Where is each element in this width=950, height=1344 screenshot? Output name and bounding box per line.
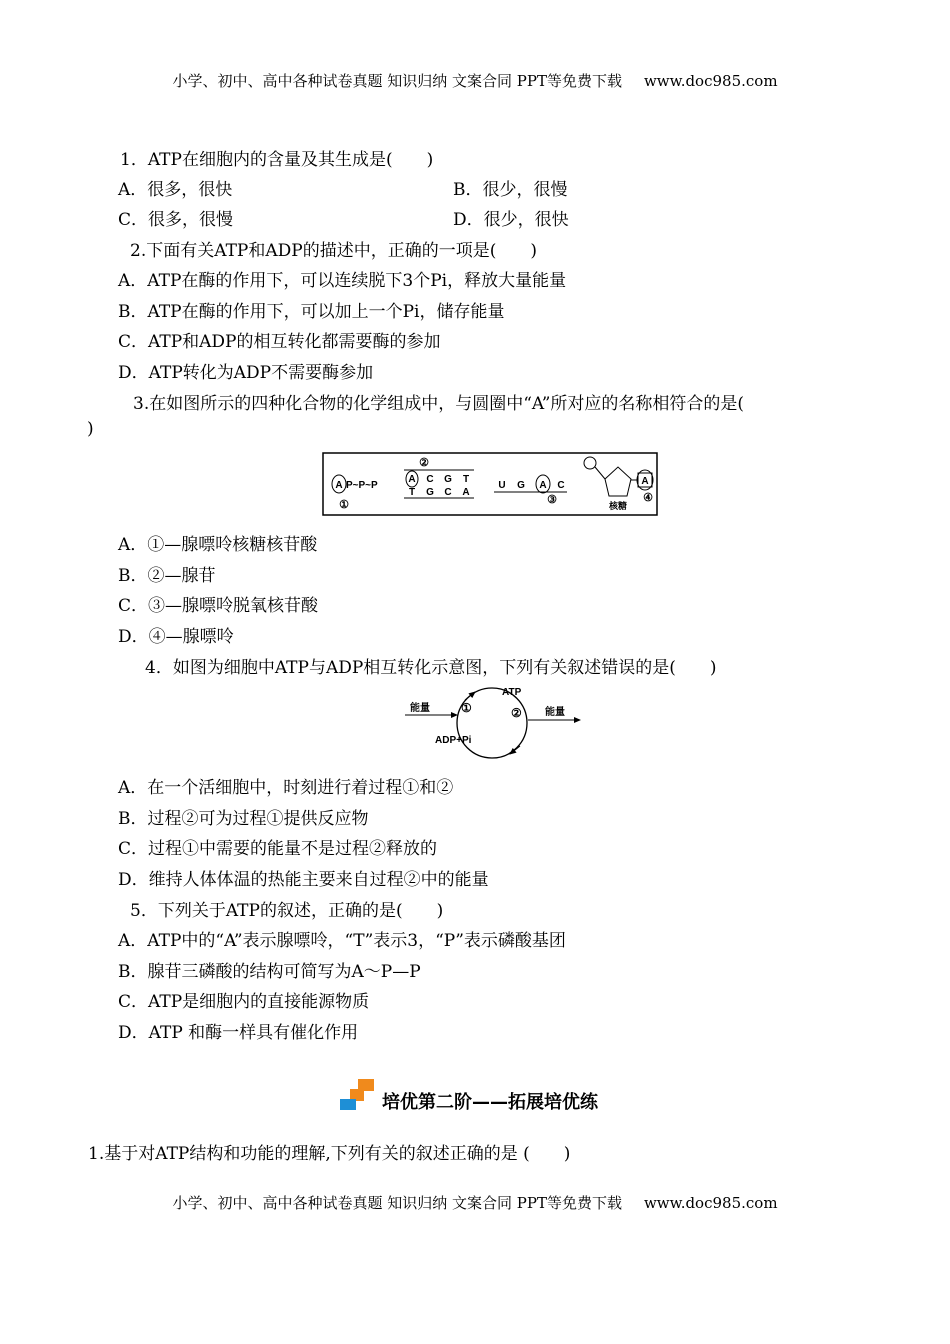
header-site[interactable]: www.doc985.com [643, 72, 778, 90]
ex1-stem: 1.基于对ATP结构和功能的理解,下列有关的叙述正确的是 ( ) [88, 1144, 571, 1164]
f2-bottom-1: T [408, 487, 416, 498]
q5-option-d: D．ATP 和酶一样具有催化作用 [118, 1023, 359, 1043]
f2-num: ② [419, 457, 429, 469]
q3-figure [322, 452, 658, 516]
page-header [0, 70, 950, 91]
f2-bottom-3: C [444, 487, 452, 498]
f1-formula: P~P~P [346, 480, 378, 491]
q1-option-c: C．很多，很慢 [118, 210, 234, 230]
f2-top-2: C [426, 474, 434, 485]
f2-bottom-4: A [462, 487, 470, 498]
q5-option-c: C．ATP是细胞内的直接能源物质 [118, 992, 370, 1012]
q4-stem: 4．如图为细胞中ATP与ADP相互转化示意图，下列有关叙述错误的是( ) [145, 658, 717, 678]
f4-a: A [641, 476, 649, 487]
q2-option-d: D．ATP转化为ADP不需要酶参加 [118, 363, 374, 383]
process-1-label: ① [461, 701, 472, 715]
process-2-label: ② [511, 706, 522, 720]
f2-top-3: G [444, 474, 452, 485]
q1-stem: 1．ATP在细胞内的含量及其生成是( ) [120, 150, 434, 170]
f1-num: ① [339, 499, 349, 511]
f3-base-3: A [539, 480, 547, 491]
q3-stem: 3.在如图所示的四种化合物的化学组成中，与圆圈中“A”所对应的名称相符合的是( [133, 394, 745, 414]
q3-option-c: C．③—腺嘌呤脱氧核苷酸 [118, 596, 319, 616]
q5-option-b: B．腺苷三磷酸的结构可简写为A～P—P [118, 962, 421, 982]
q2-option-b: B．ATP在酶的作用下，可以加上一个Pi，储存能量 [118, 302, 505, 322]
f3-base-2: G [517, 480, 525, 491]
q4-option-a: A．在一个活细胞中，时刻进行着过程①和② [118, 778, 454, 798]
q2-stem: 2.下面有关ATP和ADP的描述中，正确的一项是( ) [130, 241, 537, 261]
q3-option-d: D．④—腺嘌呤 [118, 627, 234, 647]
f4-label: 核糖 [608, 501, 628, 511]
footer-text: 小学、初中、高中各种试卷真题 知识归纳 文案合同 PPT等免费下载 [172, 1194, 622, 1212]
q2-option-c: C．ATP和ADP的相互转化都需要酶的参加 [118, 332, 441, 352]
f3-num: ③ [547, 494, 557, 506]
q4-option-c: C．过程①中需要的能量不是过程②释放的 [118, 839, 438, 859]
header-text: 小学、初中、高中各种试卷真题 知识归纳 文案合同 PPT等免费下载 [172, 72, 622, 90]
q4-figure [405, 680, 585, 766]
cycle-arrow-top [465, 692, 475, 700]
q5-option-a: A．ATP中的“A”表示腺嘌呤，“T”表示3，“P”表示磷酸基团 [118, 931, 566, 951]
q3-option-a: A．①—腺嘌呤核糖核苷酸 [118, 535, 318, 555]
page-footer [0, 1192, 950, 1213]
section-title: 培优第二阶——拓展培优练 [382, 1092, 598, 1113]
q1-option-d: D．很少，很快 [453, 210, 569, 230]
q4-option-b: B．过程②可为过程①提供反应物 [118, 809, 369, 829]
atp-label: ATP [502, 687, 522, 698]
f1-a: A [335, 480, 343, 491]
footer-site[interactable]: www.doc985.com [643, 1194, 778, 1212]
q3-stem-end: ) [87, 419, 94, 439]
q2-option-a: A．ATP在酶的作用下，可以连续脱下3个Pi，释放大量能量 [118, 271, 567, 291]
q4-option-d: D．维持人体体温的热能主要来自过程②中的能量 [118, 870, 489, 890]
q1-option-b: B．很少，很慢 [453, 180, 568, 200]
adp-label: ADP+Pi [435, 735, 472, 746]
f2-bottom-2: G [426, 487, 434, 498]
f3-base-4: C [557, 480, 565, 491]
f2-top-1: A [408, 474, 416, 485]
energy-in-label: 能量 [410, 703, 430, 714]
section-icon-block-blue [340, 1099, 356, 1110]
f3-base-1: U [498, 480, 506, 491]
section-icon [340, 1079, 378, 1113]
cycle-arrow-bottom [510, 746, 520, 754]
q3-option-b: B．②—腺苷 [118, 566, 216, 586]
energy-out-label: 能量 [545, 707, 565, 718]
f4-num: ④ [643, 492, 653, 504]
f2-top-4: T [462, 474, 470, 485]
q1-option-a: A．很多，很快 [118, 180, 233, 200]
q5-stem: 5．下列关于ATP的叙述，正确的是( ) [130, 901, 444, 921]
